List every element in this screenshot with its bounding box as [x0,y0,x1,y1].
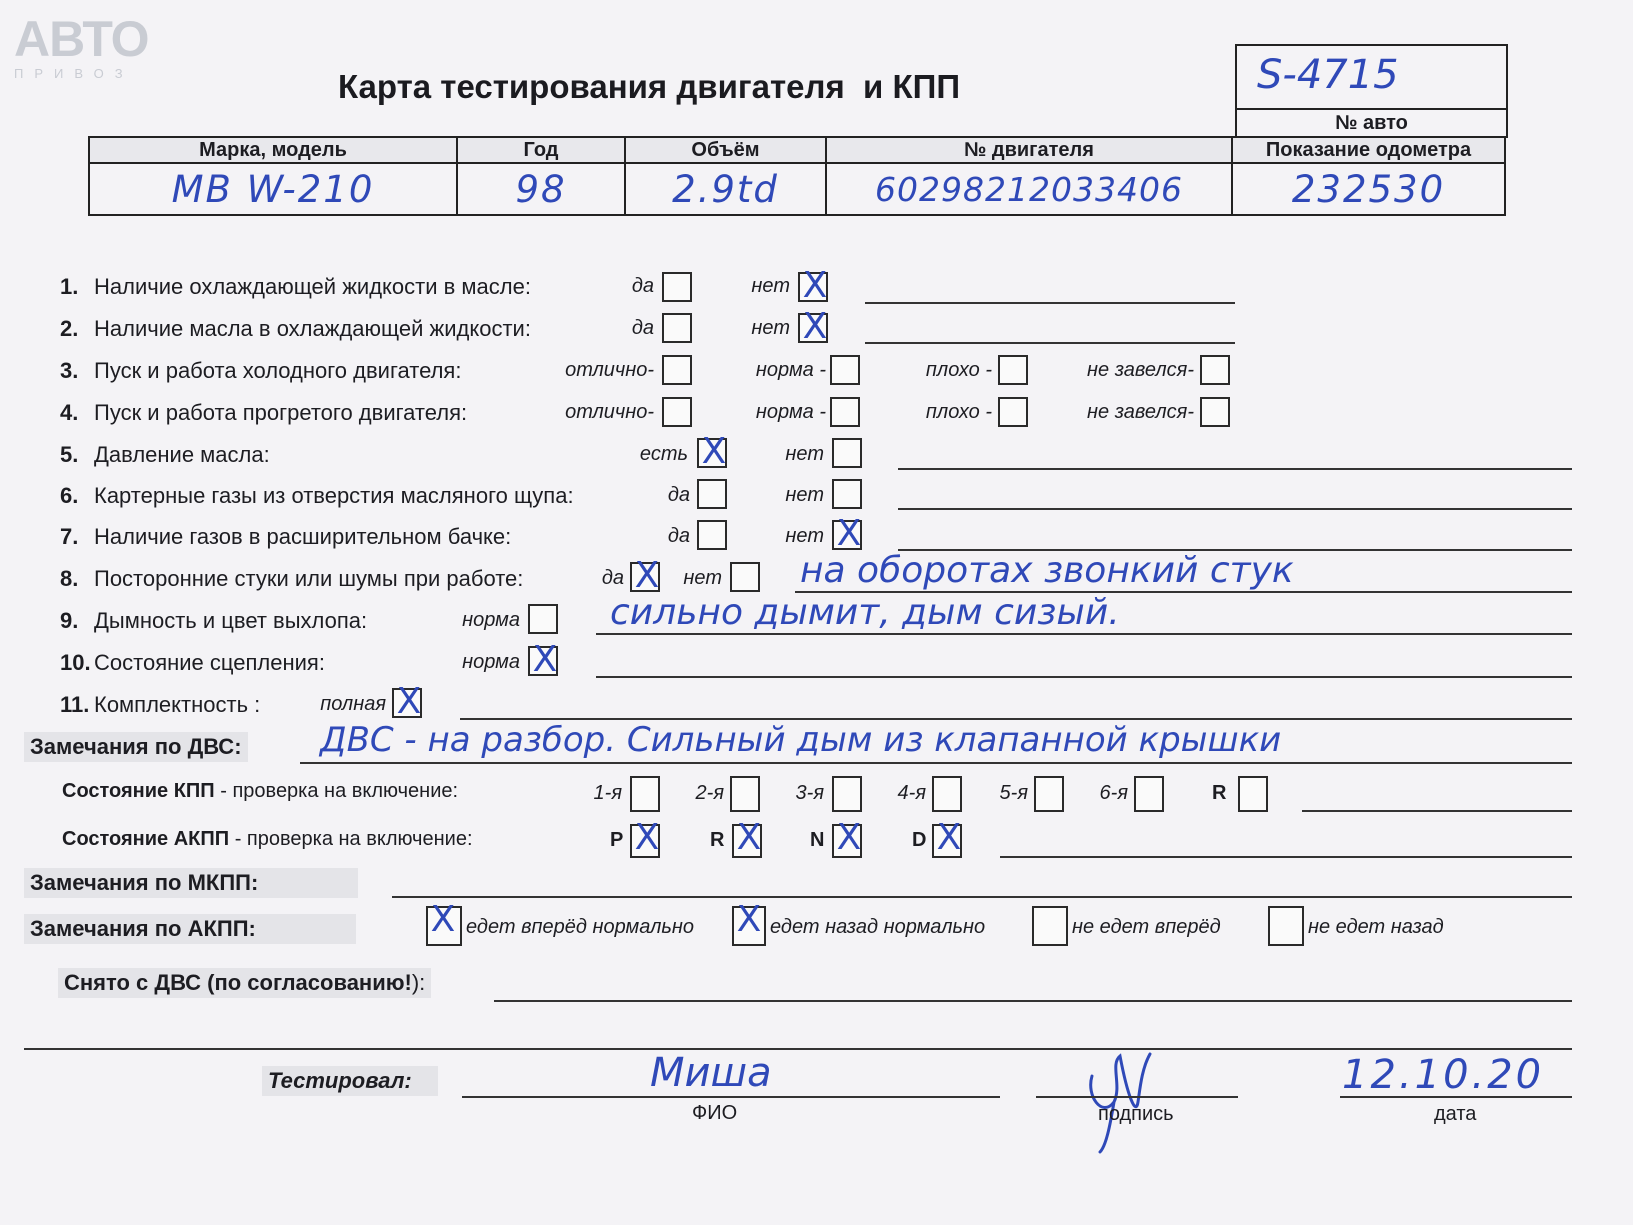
question-7 [60,524,511,550]
question-1 [60,274,531,300]
gear-label: 3-я [795,782,824,804]
kpp-label-rest: - проверка на включение: [214,780,459,802]
option-label: да [667,525,690,547]
question-number: 1. [60,274,79,299]
question-number: 6. [60,483,79,508]
answer-line [24,1048,1572,1050]
checkbox[interactable] [732,899,766,946]
akpp-option-label: едет назад нормально [770,916,986,938]
check-mark: X [936,817,962,858]
answer-line [898,508,1572,510]
answer-line [596,633,1572,635]
checkbox[interactable] [730,562,760,592]
checkbox[interactable] [832,817,862,858]
option-label: не завелся- [1087,401,1194,423]
checkbox[interactable] [998,397,1028,427]
gear-label: 1-я [593,782,622,804]
option-label: отлично- [565,359,654,381]
signature-line [1036,1096,1238,1098]
removed-label [58,968,431,998]
gear-label: 6-я [1099,782,1128,804]
checkbox[interactable] [1200,397,1230,427]
checkbox[interactable] [1134,776,1164,812]
kpp-label-bold: Состояние КПП [62,780,215,802]
question-text: Посторонние стуки или шумы при работе: [94,566,524,591]
checkbox[interactable] [798,265,828,306]
remarks-akpp-label: Замечания по АКПП: [24,914,356,944]
watermark-sub: ПРИВОЗ [14,66,134,81]
date-value: 12.10.20 [1342,1052,1545,1098]
akpp-option-label: едет вперёд нормально [466,916,695,938]
option-label: не завелся- [1087,359,1194,381]
odometer-value: 232530 [1291,167,1446,211]
removed-label-bold: Снято с ДВС (по согласованию! [64,970,412,995]
gear-label: D [912,829,927,851]
checkbox[interactable] [1268,906,1304,946]
answer-line [865,342,1235,344]
answer-line [392,896,1572,898]
check-mark: X [634,555,660,596]
question-number: 5. [60,442,79,467]
remarks-mkpp-label: Замечания по МКПП: [24,868,358,898]
col-header-model: Марка, модель [89,137,457,163]
col-header-odometer: Показание одометра [1232,137,1505,163]
name-line [462,1096,1000,1098]
checkbox[interactable] [832,438,862,468]
checkbox[interactable] [697,520,727,550]
akpp-label [62,828,473,851]
date-line [1340,1096,1572,1098]
akpp-label-rest: - проверка на включение: [229,828,473,850]
akpp-option-label: не едет назад [1308,916,1444,938]
question-10 [60,650,325,676]
question-5 [60,442,270,468]
checkbox[interactable] [662,313,692,343]
akpp-option-label: не едет вперёд [1072,916,1221,938]
option-label: есть [639,443,688,465]
checkbox[interactable] [1032,906,1068,946]
gear-label: R [710,829,725,851]
gear-label: R [1212,782,1227,804]
checkbox[interactable] [1200,355,1230,385]
handwritten-note-q8: на оборотах звонкий стук [800,550,1294,591]
option-label: нет [751,275,790,297]
option-label: норма - [755,359,826,381]
option-label: нет [785,484,824,506]
checkbox[interactable] [832,513,862,554]
gear-label: P [610,829,624,851]
question-text: Пуск и работа прогретого двигателя: [94,400,468,425]
answer-line [898,468,1572,470]
answer-line [1000,856,1572,858]
option-label: плохо - [925,359,992,381]
checkbox[interactable] [830,355,860,385]
answer-line [865,302,1235,304]
checkbox[interactable] [392,681,422,722]
checkbox[interactable] [697,479,727,509]
stock-number-value: S-4715 [1257,52,1399,98]
checkbox[interactable] [730,776,760,812]
question-number: 8. [60,566,79,591]
checkbox[interactable] [1238,776,1268,812]
gear-label: 4-я [897,782,926,804]
checkbox[interactable] [832,776,862,812]
question-text: Давление масла: [94,442,270,467]
checkbox[interactable] [998,355,1028,385]
question-number: 11. [60,692,90,717]
question-11 [60,692,260,718]
handwritten-note-q9: сильно дымит, дым сизый. [610,592,1120,633]
question-9 [60,608,367,634]
checkbox[interactable] [932,776,962,812]
signature-caption: подпись [1098,1103,1174,1125]
engine-number-value: 60298212033406 [875,169,1183,209]
model-value: MB W-210 [171,167,375,211]
option-label: отлично- [565,401,654,423]
col-header-volume: Объём [625,137,826,163]
col-header-year: Год [457,137,625,163]
handwritten-note-engine: ДВС - на разбор. Сильный дым из клапанной крышки [320,720,1282,760]
checkbox[interactable] [630,776,660,812]
gear-label: 5-я [999,782,1028,804]
checkbox[interactable] [630,817,660,858]
option-label: норма [462,609,520,631]
question-2 [60,316,531,342]
tested-by-label: Тестировал: [262,1066,438,1096]
check-mark: X [802,265,828,306]
check-mark: X [802,306,828,347]
question-text: Пуск и работа холодного двигателя: [94,358,462,383]
check-mark: X [836,513,862,554]
checkbox[interactable] [832,479,862,509]
checkbox[interactable] [528,604,558,634]
checkbox[interactable] [662,272,692,302]
checkbox[interactable] [630,555,660,596]
checkbox[interactable] [1034,776,1064,812]
question-number: 3. [60,358,79,383]
option-label: полная [320,693,386,715]
question-text: Наличие охлаждающей жидкости в масле: [94,274,531,299]
checkbox[interactable] [830,397,860,427]
question-text: Комплектность : [94,692,261,717]
checkbox[interactable] [932,817,962,858]
answer-line [494,1000,1572,1002]
check-mark: X [634,817,660,858]
question-text: Картерные газы из отверстия масляного щупа: [94,483,574,508]
answer-line [1302,810,1572,812]
question-4 [60,400,467,426]
question-3 [60,358,461,384]
removed-label-rest: ): [411,970,426,995]
option-label: норма [462,651,520,673]
year-value: 98 [515,167,567,211]
form-title: Карта тестирования двигателя и КПП [338,68,961,105]
option-label: да [631,275,654,297]
question-6 [60,483,574,509]
question-text: Наличие масла в охлаждающей жидкости: [94,316,531,341]
question-number: 9. [60,608,79,633]
option-label: нет [683,567,722,589]
watermark-main: АВТО [14,11,149,67]
check-mark: X [736,899,762,940]
question-8 [60,566,523,592]
check-mark: X [836,817,862,858]
option-label: норма - [755,401,826,423]
tester-name: Миша [650,1050,772,1096]
answer-line [596,676,1572,678]
question-number: 4. [60,400,79,425]
vehicle-info-table [88,136,1506,216]
volume-value: 2.9td [672,167,779,211]
question-number: 2. [60,316,79,341]
checkbox[interactable] [732,817,762,858]
checkbox[interactable] [697,431,727,472]
kpp-label [62,780,458,803]
checkbox[interactable] [528,639,558,680]
date-caption: дата [1434,1103,1477,1125]
question-number: 7. [60,524,79,549]
remarks-engine-label: Замечания по ДВС: [24,732,248,762]
question-text: Состояние сцепления: [94,650,325,675]
option-label: нет [785,525,824,547]
checkbox[interactable] [798,306,828,347]
question-text: Дымность и цвет выхлопа: [94,608,368,633]
gear-label: 2-я [695,782,724,804]
col-header-engine-number: № двигателя [826,137,1232,163]
checkbox[interactable] [426,899,462,946]
gear-label: N [810,829,825,851]
stock-number-box [1235,44,1508,138]
question-text: Наличие газов в расширительном бачке: [94,524,512,549]
watermark-logo [14,11,149,81]
option-label: плохо - [925,401,992,423]
checkbox[interactable] [662,397,692,427]
checkbox[interactable] [662,355,692,385]
option-label: нет [785,443,824,465]
check-mark: X [430,899,456,940]
check-mark: X [736,817,762,858]
answer-line [300,762,1572,764]
name-caption: ФИО [692,1102,738,1124]
stock-number-label: № авто [1237,108,1506,135]
question-number: 10. [60,650,91,675]
option-label: да [667,484,690,506]
akpp-label-bold: Состояние АКПП [62,828,230,850]
check-mark: X [701,431,727,472]
option-label: да [601,567,624,589]
check-mark: X [532,639,558,680]
check-mark: X [396,681,422,722]
option-label: нет [751,317,790,339]
option-label: да [631,317,654,339]
